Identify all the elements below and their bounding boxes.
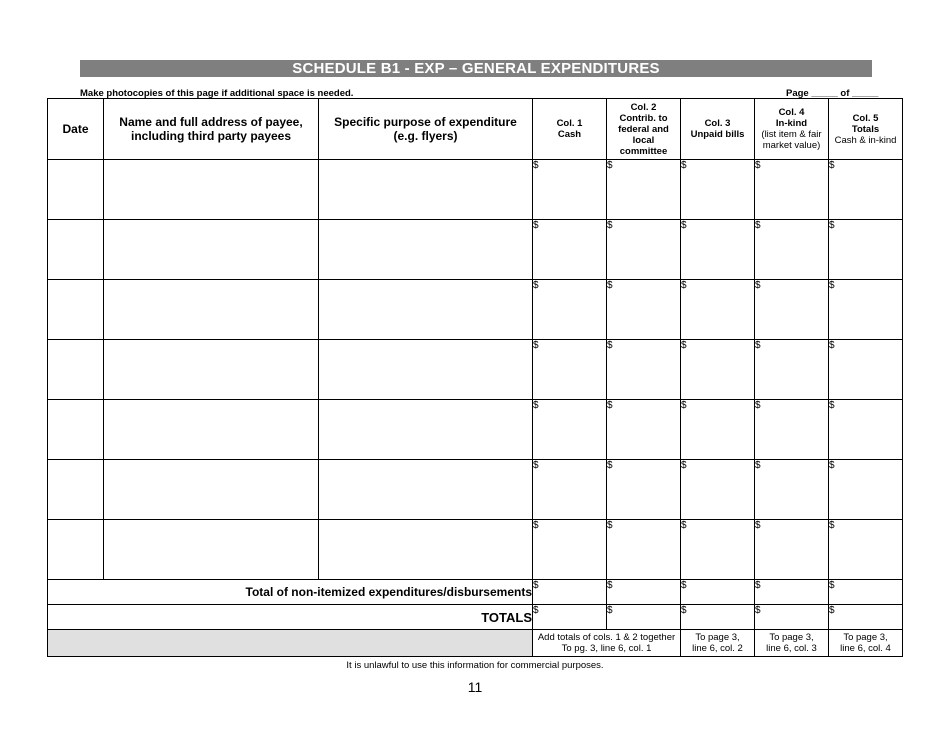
header-col4-line1: Col. 4 (778, 107, 805, 118)
amount-col5-cell[interactable]: $ (829, 160, 903, 220)
purpose-cell[interactable] (319, 160, 533, 220)
amount-col3-cell[interactable]: $ (681, 280, 755, 340)
payee-cell[interactable] (104, 400, 319, 460)
payee-cell[interactable] (104, 160, 319, 220)
amount-col3-cell[interactable]: $ (681, 340, 755, 400)
table-row (48, 160, 903, 220)
header-purpose-line1: Specific purpose of expenditure (334, 115, 517, 129)
footer-add-line1: Add totals of cols. 1 & 2 together (537, 632, 676, 643)
amount-col5-cell[interactable]: $ (829, 340, 903, 400)
purpose-cell[interactable] (319, 520, 533, 580)
amount-col4-cell[interactable]: $ (755, 400, 829, 460)
nonitemized-col1[interactable]: $ (533, 580, 607, 605)
footer-row (48, 630, 903, 657)
amount-col1-cell[interactable]: $ (533, 340, 607, 400)
totals-col4[interactable]: $ (755, 605, 829, 630)
amount-col2-cell[interactable]: $ (607, 220, 681, 280)
footer-col4-line2: line 6, col. 3 (766, 643, 817, 654)
footer-col5-line2: line 6, col. 4 (840, 643, 891, 654)
amount-col5-cell[interactable]: $ (829, 220, 903, 280)
amount-col4-cell[interactable]: $ (755, 520, 829, 580)
nonitemized-col4[interactable]: $ (755, 580, 829, 605)
header-purpose (319, 99, 533, 160)
amount-col1-cell[interactable]: $ (533, 220, 607, 280)
schedule-title: SCHEDULE B1 - EXP – GENERAL EXPENDITURES (80, 60, 872, 77)
purpose-cell[interactable] (319, 460, 533, 520)
amount-col5-cell[interactable]: $ (829, 520, 903, 580)
header-col2-line1: Col. 2 (630, 101, 657, 113)
date-cell[interactable] (48, 340, 104, 400)
header-row (48, 99, 903, 160)
totals-col1[interactable]: $ (533, 605, 607, 630)
amount-col4-cell[interactable]: $ (755, 460, 829, 520)
header-col3 (681, 99, 755, 160)
header-col3-line2: Unpaid bills (690, 129, 745, 140)
amount-col4-cell[interactable]: $ (755, 340, 829, 400)
table-row (48, 460, 903, 520)
amount-col2-cell[interactable]: $ (607, 340, 681, 400)
totals-row (48, 605, 903, 630)
header-purpose-line2: (e.g. flyers) (393, 129, 458, 143)
table-row (48, 340, 903, 400)
payee-cell[interactable] (104, 280, 319, 340)
date-cell[interactable] (48, 280, 104, 340)
header-payee (104, 99, 319, 160)
purpose-cell[interactable] (319, 400, 533, 460)
header-col4-line4: market value) (762, 140, 821, 151)
payee-cell[interactable] (104, 340, 319, 400)
nonitemized-col3[interactable]: $ (681, 580, 755, 605)
totals-col3[interactable]: $ (681, 605, 755, 630)
purpose-cell[interactable] (319, 340, 533, 400)
payee-cell[interactable] (104, 460, 319, 520)
table-row (48, 520, 903, 580)
footer-add-line2: To pg. 3, line 6, col. 1 (561, 643, 652, 654)
amount-col5-cell[interactable]: $ (829, 460, 903, 520)
date-cell[interactable] (48, 400, 104, 460)
header-payee-line1: Name and full address of payee, (119, 115, 303, 129)
nonitemized-label: Total of non-itemized expenditures/disbursements (48, 580, 533, 605)
amount-col2-cell[interactable]: $ (607, 460, 681, 520)
header-col4-line3: (list item & fair (761, 129, 822, 140)
header-col5-line3: Cash & in-kind (834, 134, 897, 146)
date-cell[interactable] (48, 460, 104, 520)
payee-cell[interactable] (104, 220, 319, 280)
totals-col5[interactable]: $ (829, 605, 903, 630)
amount-col2-cell[interactable]: $ (607, 400, 681, 460)
header-col5 (829, 99, 903, 160)
footer-col4-note (755, 630, 829, 657)
amount-col3-cell[interactable]: $ (681, 220, 755, 280)
footer-col5-note (829, 630, 903, 657)
footer-shaded-cell (48, 630, 533, 657)
amount-col3-cell[interactable]: $ (681, 520, 755, 580)
amount-col3-cell[interactable]: $ (681, 160, 755, 220)
header-col2-line5: committee (619, 145, 668, 157)
amount-col4-cell[interactable]: $ (755, 280, 829, 340)
amount-col5-cell[interactable]: $ (829, 400, 903, 460)
amount-col5-cell[interactable]: $ (829, 280, 903, 340)
header-col3-line1: Col. 3 (704, 118, 731, 129)
amount-col2-cell[interactable]: $ (607, 160, 681, 220)
header-col2-line4: local (632, 134, 655, 146)
amount-col1-cell[interactable]: $ (533, 520, 607, 580)
footer-col5-line1: To page 3, (843, 632, 888, 643)
header-col2-line2: Contrib. to (619, 112, 668, 124)
totals-col2[interactable]: $ (607, 605, 681, 630)
table-row (48, 280, 903, 340)
header-col5-line1: Col. 5 (852, 112, 879, 124)
header-col2-line3: federal and (618, 123, 669, 135)
amount-col2-cell[interactable]: $ (607, 280, 681, 340)
header-col4 (755, 99, 829, 160)
table-row (48, 220, 903, 280)
purpose-cell[interactable] (319, 280, 533, 340)
date-cell[interactable] (48, 520, 104, 580)
amount-col4-cell[interactable]: $ (755, 160, 829, 220)
header-col1-line1: Col. 1 (556, 118, 583, 129)
header-payee-line2: including third party payees (130, 129, 292, 143)
footer-col3-line1: To page 3, (695, 632, 740, 643)
header-date: Date (48, 99, 104, 160)
footer-col3-note (681, 630, 755, 657)
footer-col3-line2: line 6, col. 2 (692, 643, 743, 654)
amount-col1-cell[interactable]: $ (533, 400, 607, 460)
date-cell[interactable] (48, 220, 104, 280)
amount-col3-cell[interactable]: $ (681, 460, 755, 520)
page-of-label: Page _____ of _____ (786, 88, 879, 99)
photocopy-note: Make photocopies of this page if additional space is needed. (80, 88, 354, 99)
amount-col3-cell[interactable]: $ (681, 400, 755, 460)
commercial-use-disclaimer: It is unlawful to use this information for commercial purposes. (346, 660, 604, 671)
footer-add-note (533, 630, 681, 657)
date-cell[interactable] (48, 160, 104, 220)
amount-col2-cell[interactable]: $ (607, 520, 681, 580)
header-col5-line2: Totals (851, 123, 880, 135)
header-col1-line2: Cash (557, 129, 582, 140)
totals-label: TOTALS (48, 605, 533, 630)
amount-col4-cell[interactable]: $ (755, 220, 829, 280)
amount-col1-cell[interactable]: $ (533, 280, 607, 340)
footer-col4-line1: To page 3, (769, 632, 814, 643)
page-number: 11 (467, 679, 483, 695)
header-col4-line2: In-kind (775, 118, 808, 129)
header-col2 (607, 99, 681, 160)
nonitemized-col2[interactable]: $ (607, 580, 681, 605)
purpose-cell[interactable] (319, 220, 533, 280)
header-col1 (533, 99, 607, 160)
nonitemized-row (48, 580, 903, 605)
nonitemized-col5[interactable]: $ (829, 580, 903, 605)
expenditures-table (47, 98, 903, 657)
amount-col1-cell[interactable]: $ (533, 460, 607, 520)
table-row (48, 400, 903, 460)
amount-col1-cell[interactable]: $ (533, 160, 607, 220)
payee-cell[interactable] (104, 520, 319, 580)
